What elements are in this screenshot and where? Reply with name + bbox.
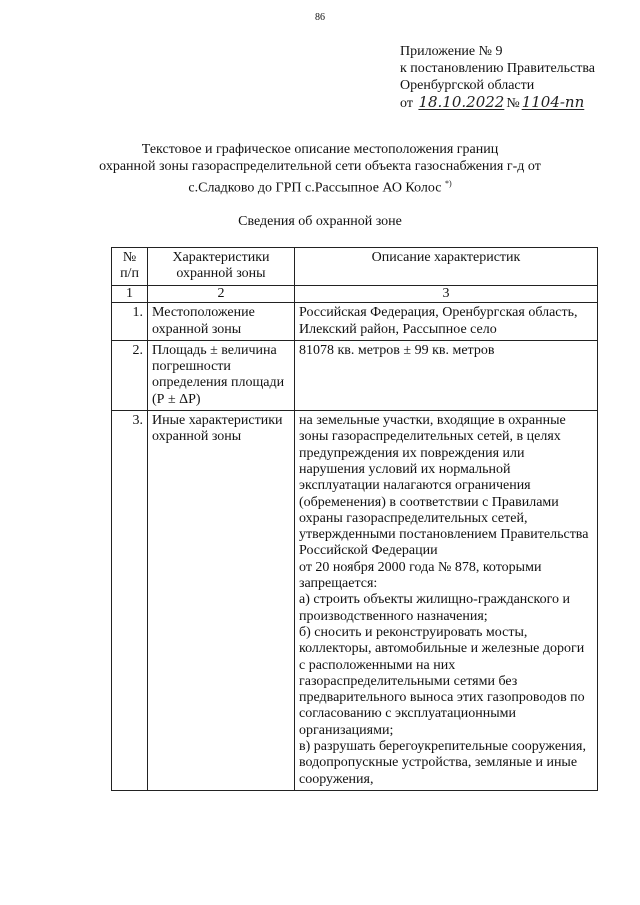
column-number: 3: [295, 286, 598, 303]
appendix-line: Приложение № 9: [400, 44, 503, 59]
appendix-date-line: [400, 94, 595, 112]
description-paragraph: на земельные участки, входящие в охранные зоны газораспределительных сетей, в целях предупреждения их повреждения или нарушения условий их нормальной эксплуатации налагаются ограничения (обременения) в соответствии с Правилами охраны газораспределительных сетей, утвержденными постановлением Правительства Российской Федерации: [299, 413, 589, 559]
section-subtitle: Сведения об охранной зоне: [238, 214, 402, 229]
header-characteristics: Характеристики охранной зоны: [148, 248, 295, 286]
description-paragraph: от 20 ноября 2000 года № 878, которыми запрещается:: [299, 559, 542, 592]
table-header-row: [112, 248, 598, 286]
row-number: 1.: [112, 303, 148, 341]
row-description: 81078 кв. метров ± 99 кв. метров: [295, 340, 598, 410]
table-row: [112, 411, 598, 791]
row-description: Российская Федерация, Оренбургская область, Илекский район, Рассыпное село: [295, 303, 598, 341]
row-characteristic: Площадь ± величина погрешности определения площади (Р ± ΔР): [148, 340, 295, 410]
title-line: охранной зоны газораспределительной сети объекта газоснабжения г-д от: [99, 159, 541, 174]
table-row: [112, 340, 598, 410]
document-title: [90, 141, 550, 197]
row-number: 2.: [112, 340, 148, 410]
header-description: Описание характеристик: [295, 248, 598, 286]
column-number: 1: [112, 286, 148, 303]
title-line-text: с.Сладково до ГРП с.Рассыпное АО Колос: [188, 180, 442, 196]
date-prefix: от: [400, 96, 413, 111]
column-number: 2: [148, 286, 295, 303]
handwritten-number: 1104-пп: [521, 93, 585, 111]
appendix-line: к постановлению Правительства: [400, 61, 596, 76]
header-number: № п/п: [112, 248, 148, 286]
number-label: №: [506, 96, 520, 111]
row-description: [295, 411, 598, 791]
footnote-mark: *): [444, 179, 452, 188]
table-row: [112, 303, 598, 341]
row-characteristic: Иные характеристики охранной зоны: [148, 411, 295, 791]
description-paragraph: б) сносить и реконструировать мосты, коллекторы, автомобильные и железные дороги с расположенными на них газораспределительными сетями без предварительного выноса этих газопроводов по согласованию с эксплуатационными организациями;: [299, 624, 585, 738]
handwritten-date: 18.10.2022: [418, 93, 505, 111]
zone-table: [111, 247, 598, 791]
title-line-3: [90, 175, 550, 197]
description-paragraph: в) разрушать берегоукрепительные сооружения, водопропускные устройства, земляные и иные сооружения,: [299, 739, 586, 787]
row-number: 3.: [112, 411, 148, 791]
page-number: 86: [315, 12, 325, 23]
appendix-block: [400, 43, 595, 112]
appendix-line: Оренбургской области: [400, 78, 535, 93]
description-paragraph: а) строить объекты жилищно-гражданского и производственного назначения;: [299, 592, 570, 624]
row-characteristic: Местоположение охранной зоны: [148, 303, 295, 341]
title-line: Текстовое и графическое описание местоположения границ: [141, 142, 499, 157]
column-numbers-row: [112, 286, 598, 303]
